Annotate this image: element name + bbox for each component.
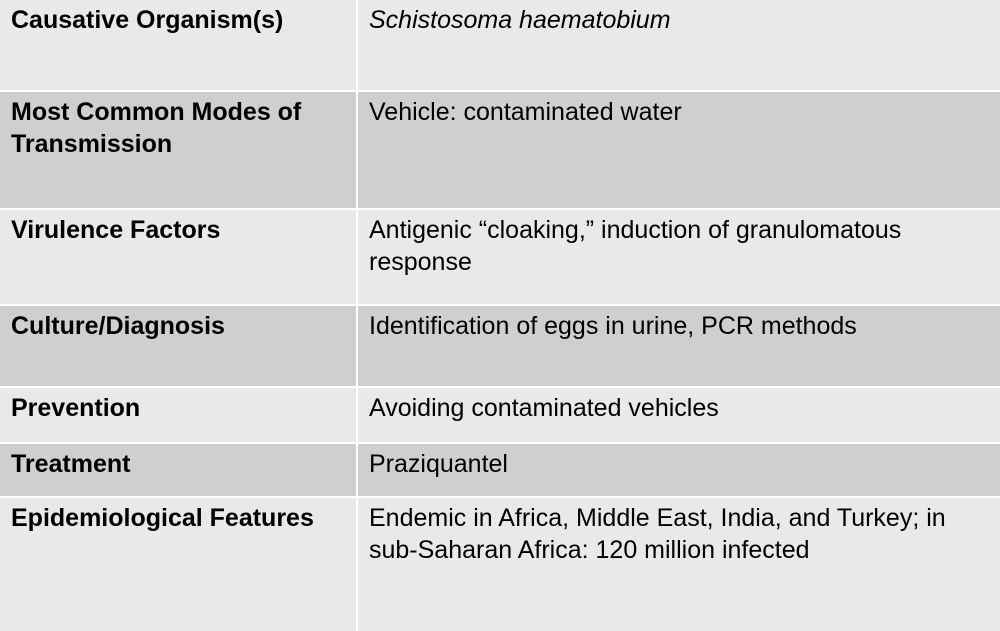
table-row-treatment: [0, 442, 1000, 496]
row-label: Causative Organism(s): [0, 0, 358, 90]
table-row-epidemiological-features: [0, 496, 1000, 631]
row-value: Avoiding contaminated vehicles: [369, 394, 719, 422]
row-value: Antigenic “cloaking,” induction of granulomatous response: [369, 216, 902, 276]
row-label: Prevention: [0, 388, 358, 442]
row-value: Endemic in Africa, Middle East, India, and Turkey; in sub-Saharan Africa: 120 million infected: [369, 504, 946, 564]
row-label: Epidemiological Features: [0, 498, 358, 631]
table-row-virulence-factors: [0, 208, 1000, 304]
row-value: Schistosoma haematobium: [369, 6, 671, 34]
row-value: Identification of eggs in urine, PCR methods: [369, 312, 857, 340]
row-label: Culture/Diagnosis: [0, 306, 358, 386]
row-value: Praziquantel: [369, 450, 508, 478]
row-label: Treatment: [0, 444, 358, 496]
row-label: Virulence Factors: [0, 210, 358, 304]
table-row-prevention: [0, 386, 1000, 442]
row-value: Vehicle: contaminated water: [369, 98, 682, 126]
table-row-transmission: [0, 90, 1000, 208]
table-row-culture-diagnosis: [0, 304, 1000, 386]
row-label: Most Common Modes of Transmission: [0, 92, 358, 208]
table-row-causative-organism: [0, 0, 1000, 90]
